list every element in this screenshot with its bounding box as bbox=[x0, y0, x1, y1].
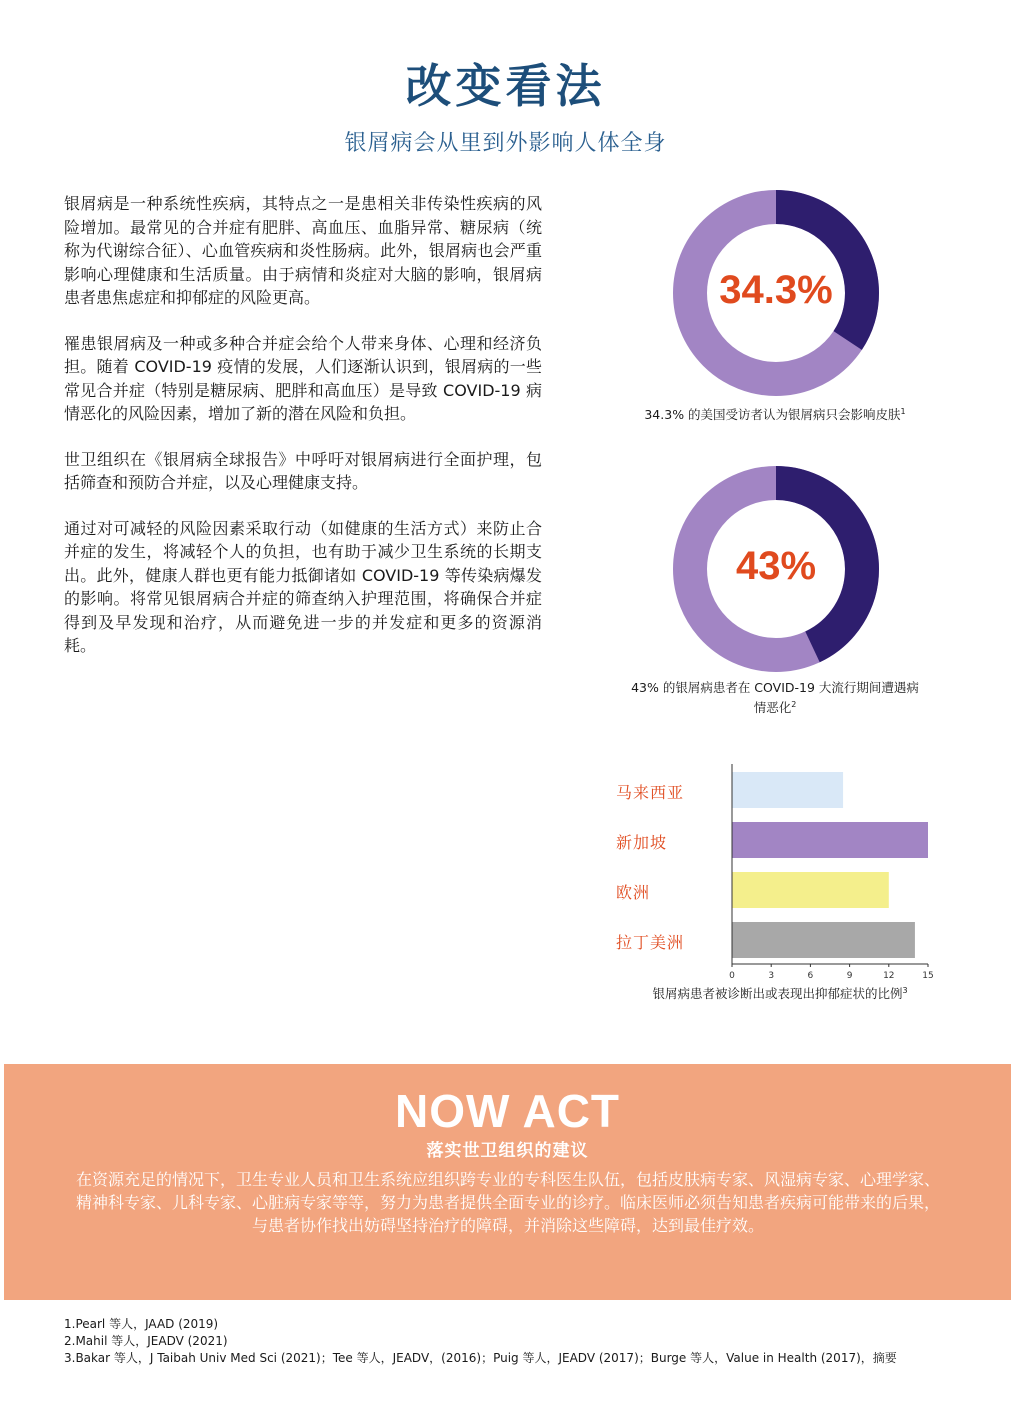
banner-subtitle: 落实世卫组织的建议 bbox=[426, 1141, 589, 1161]
bar-2 bbox=[732, 872, 889, 908]
references bbox=[64, 1316, 897, 1367]
x-tick-label: 0 bbox=[729, 971, 735, 980]
paragraph-3: 世卫组织在《银屑病全球报告》中呼吁对银屑病进行全面护理，包括筛查和预防合并症，以及心理健康支持。 bbox=[64, 449, 542, 492]
donut-2-caption-line-2: 情恶化 bbox=[753, 700, 792, 716]
page-subtitle: 银屑病会从里到外影响人体全身 bbox=[344, 131, 667, 156]
bar-label-singapore: 新加坡 bbox=[616, 833, 668, 852]
bar-1 bbox=[732, 822, 928, 858]
banner-text: 在资源充足的情况下，卫生专业人员和卫生系统应组织跨专业的专科医生队伍，包括皮肤病专家、风湿病专家、心理学家、精神科专家、儿科专家、心脏病专家等等，努力为患者提供全面专业的诊疗。临床医师必须告知患者疾病可能带来的后果，与患者协作找出妨碍坚持治疗的障碍，并消除这些障碍，达到最佳疗效。 bbox=[75, 1170, 940, 1235]
donut-chart-covid-worsening bbox=[671, 464, 881, 674]
donut-2-caption bbox=[590, 679, 960, 716]
reference-3: 3.Bakar 等人，J Taibah Univ Med Sci (2021)；Tee 等人，JEADV，(2016)；Puig 等人，JEADV (2017)；Burge 等人，Value in Health (2017)，摘要 bbox=[64, 1351, 897, 1365]
donut-2-caption-ref: 2 bbox=[791, 700, 797, 709]
bar-0 bbox=[732, 772, 843, 808]
donut-2-center-label: 43% bbox=[735, 544, 817, 588]
bar-label-malaysia: 马来西亚 bbox=[616, 783, 685, 802]
x-tick-label: 6 bbox=[807, 971, 814, 980]
x-tick-label: 9 bbox=[846, 971, 853, 980]
bar-label-latin-america: 拉丁美洲 bbox=[616, 933, 685, 952]
x-tick-label: 3 bbox=[768, 971, 775, 980]
bar-chart-svg bbox=[600, 760, 960, 980]
donut-1-center-label: 34.3% bbox=[719, 268, 833, 312]
donut-2-caption-line-1: 43% 的银屑病患者在 COVID-19 大流行期间遭遇病 bbox=[631, 680, 919, 695]
now-act-banner bbox=[4, 1064, 1011, 1300]
x-tick-label: 12 bbox=[883, 971, 895, 980]
donut-chart-us-respondents bbox=[671, 188, 881, 398]
bar-label-europe: 欧洲 bbox=[616, 883, 651, 902]
donut-1-caption bbox=[600, 403, 950, 423]
reference-1: 1.Pearl 等人，JAAD (2019) bbox=[64, 1317, 219, 1331]
bar-chart-caption-ref: 3 bbox=[902, 986, 908, 995]
donut-1-caption-text: 34.3% 的美国受访者认为银屑病只会影响皮肤 bbox=[644, 407, 901, 423]
donut-2-caption-line-2-wrap bbox=[590, 696, 960, 716]
paragraph-2: 罹患银屑病及一种或多种合并症会给个人带来身体、心理和经济负担。随着 COVID-19 疫情的发展，人们逐渐认识到，银屑病的一些常见合并症（特别是糖尿病、肥胖和高血压）是导致 COVID-19 病情恶化的风险因素，增加了新的潜在风险和负担。 bbox=[64, 333, 542, 423]
bar-chart-caption bbox=[600, 982, 960, 1002]
banner-title: NOW ACT bbox=[394, 1085, 621, 1137]
x-tick-label: 15 bbox=[922, 971, 934, 980]
reference-2: 2.Mahil 等人，JEADV (2021) bbox=[64, 1334, 228, 1348]
bar-3 bbox=[732, 922, 915, 958]
paragraph-4: 通过对可减轻的风险因素采取行动（如健康的生活方式）来防止合并症的发生，将减轻个人的负担，也有助于减少卫生系统的长期支出。此外，健康人群也更有能力抵御诸如 COVID-19 等传染病爆发的影响。将常见银屑病合并症的筛查纳入护理范围，将确保合并症得到及早发现和治疗，从而避免进一步的并发症和更多的资源消耗。 bbox=[64, 518, 542, 655]
paragraph-1: 银屑病是一种系统性疾病，其特点之一是患相关非传染性疾病的风险增加。最常见的合并症有肥胖、高血压、血脂异常、糖尿病（统称为代谢综合征）、心血管疾病和炎性肠病。此外，银屑病也会严重影响心理健康和生活质量。由于病情和炎症对大脑的影响，银屑病患者患焦虑症和抑郁症的风险更高。 bbox=[64, 194, 542, 307]
depression-bar-chart bbox=[600, 760, 960, 1010]
donut-1-caption-ref: 1 bbox=[900, 407, 906, 416]
bar-chart-caption-text: 银屑病患者被诊断出或表现出抑郁症状的比例 bbox=[652, 986, 903, 1002]
page-title: 改变看法 bbox=[405, 59, 606, 113]
body-text bbox=[64, 192, 542, 680]
